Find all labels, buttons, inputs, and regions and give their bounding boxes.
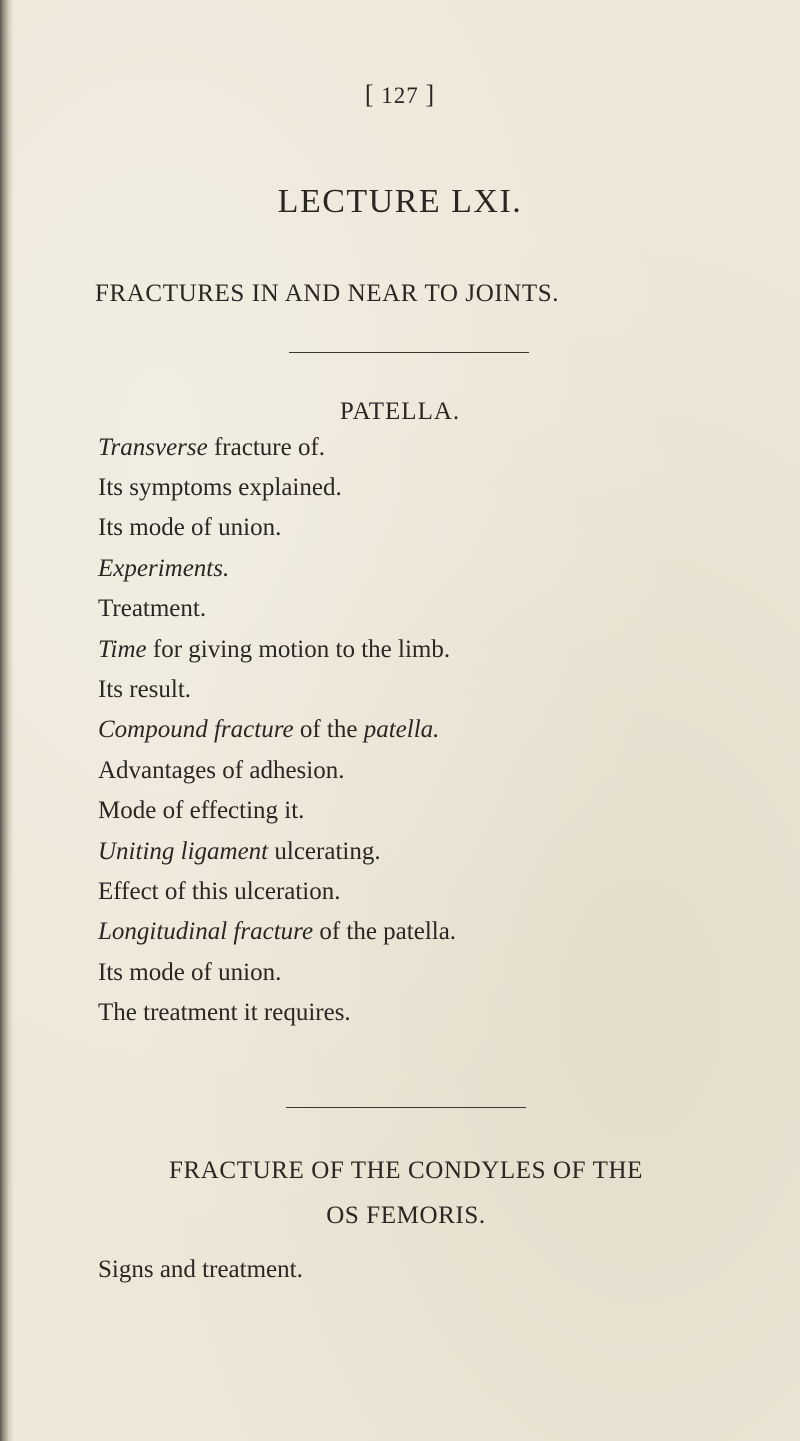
subject-title: FRACTURES IN AND NEAR TO JOINTS. [95,280,560,307]
outline-italic-text: Time [98,635,147,663]
topic-line-signs-treatment: Signs and treatment. [98,1256,303,1283]
outline-line [98,468,456,508]
outline-text: Its mode of union. [98,514,282,542]
outline-line [98,832,456,872]
outline-text: for giving motion to the limb. [146,635,451,663]
outline-line [98,508,456,548]
outline-line [98,872,456,912]
outline-italic-text: patella. [363,716,440,744]
outline-line [98,791,456,831]
outline-line [98,428,456,468]
outline-line [98,589,456,629]
outline-line [98,630,456,670]
outline-line [98,549,456,589]
topic-outline-patella [98,428,456,1033]
section-heading-condyles-line-2: OS FEMORIS. [326,1202,486,1229]
outline-text: Treatment. [98,595,207,623]
outline-line [98,993,456,1033]
outline-italic-text: Uniting ligament [98,837,269,865]
outline-line [98,912,456,952]
outline-text: The treatment it requires. [98,999,351,1027]
outline-italic-text: Transverse [98,434,208,461]
page-number-open-bracket: [ [364,80,375,109]
outline-text: of the [293,716,364,744]
page-number-close-bracket: ] [425,80,436,109]
outline-italic-text: Experiments. [98,554,230,582]
outline-text: fracture of. [207,434,326,461]
outline-text: Mode of effecting it. [98,797,305,825]
outline-text: Its mode of union. [98,958,282,986]
outline-text: ulcerating. [268,837,381,865]
outline-italic-text: Longitudinal fracture [98,918,314,946]
outline-text: Its result. [98,675,192,703]
outline-text: Its symptoms explained. [98,474,342,501]
outline-italic-text: Compound fracture [98,716,294,744]
outline-line [98,710,456,750]
section-divider [289,352,529,353]
outline-text: of the patella. [313,918,457,946]
page-number [0,80,800,110]
outline-line [98,751,456,791]
outline-line [98,953,456,993]
section-heading-condyles-line-1: FRACTURE OF THE CONDYLES OF THE [169,1157,643,1184]
page-number-value: 127 [381,83,419,108]
outline-text: Effect of this ulceration. [98,877,341,905]
section-heading-patella: PATELLA. [339,398,461,425]
outline-text: Advantages of adhesion. [98,756,345,784]
section-divider [286,1107,526,1108]
outline-line [98,670,456,710]
lecture-title: LECTURE LXI. [277,183,523,220]
section-heading-condyles [56,1148,756,1238]
